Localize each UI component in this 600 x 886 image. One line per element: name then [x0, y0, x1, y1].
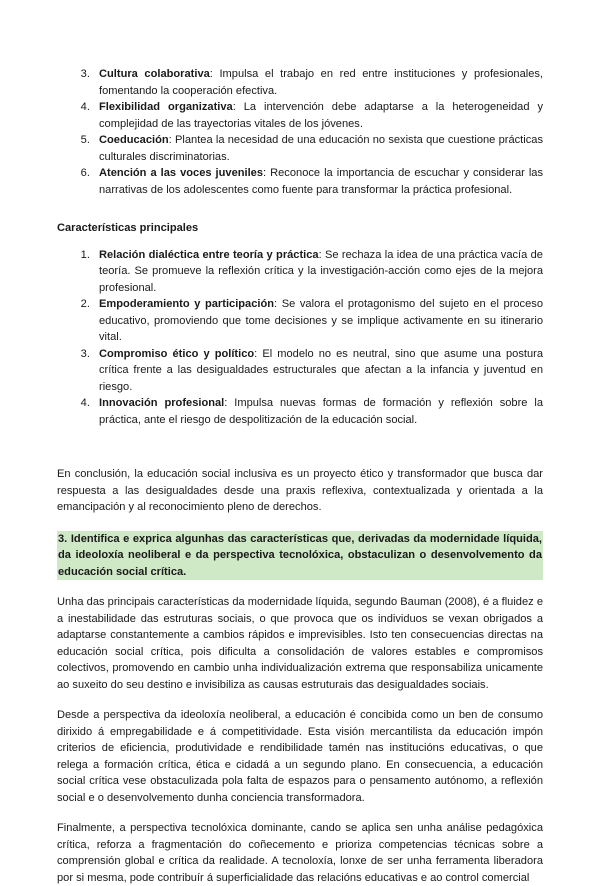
- section-heading: Características principales: [57, 222, 199, 234]
- conclusion-paragraph: En conclusión, la educación social inclusiva es un proyecto ético y transformador que busca dar respuesta a las desigualdades desde una praxis reflexiva, contextualizada y orientada a la emancipación y al reconocimiento pleno de derechos.: [57, 468, 543, 513]
- body-paragraph: Finalmente, a perspectiva tecnolóxica dominante, cando se aplica sen unha análise pedagóxica crítica, reforza a fragmentación do coñecemento e prioriza competencias técnicas sobre a comprensión global e crítica da realidade. A tecnoloxía, lonxe de ser unha ferramenta liberadora por si mesma, pode contribuír á superficialidade das relacións educativas e ao control comercial: [57, 822, 543, 884]
- list-item: [93, 165, 543, 198]
- item-text: : La intervención debe adaptarse a la heterogeneidad y complejidad de las trayectorias vitales de los jóvenes.: [99, 101, 543, 130]
- features-list: [57, 247, 543, 429]
- list-item: [93, 346, 543, 396]
- item-title: Compromiso ético y político: [99, 347, 255, 360]
- question-heading: 3. Identifica e exprica algunhas das características que, derivadas da modernidade líquida, da ideoloxía neoliberal e da perspectiva tecnolóxica, obstaculizan o desenvolvemento da educación social crítica.: [57, 531, 543, 581]
- item-text: : Plantea la necesidad de una educación no sexista que cuestione prácticas culturales discriminatorias.: [99, 134, 543, 163]
- list-item: [93, 99, 543, 132]
- list-item: [93, 66, 543, 99]
- item-text: : Se valora el protagonismo del sujeto en el proceso educativo, promoviendo que tome decisiones y se implique activamente en su itinerario vital.: [99, 298, 543, 343]
- item-title: Relación dialéctica entre teoría y práctica: [99, 248, 319, 261]
- item-title: Flexibilidad organizativa: [99, 101, 233, 113]
- item-title: Coeducación: [99, 134, 169, 146]
- item-text: : Se rechaza la idea de una práctica vacía de teoría. Se promueve la reflexión crítica y la investigación-acción como ejes de la mejora profesional.: [99, 248, 543, 294]
- item-text: : Impulsa nuevas formas de formación y reflexión sobre la práctica, ante el riesgo de despolitización de la educación social.: [99, 397, 543, 426]
- item-text: : Reconoce la importancia de escuchar y considerar las narrativas de los adolescentes como fuente para transformar la práctica profesional.: [99, 167, 543, 196]
- item-text: : El modelo no es neutral, sino que asume una postura crítica frente a las desigualdades estructurales que afectan a la infancia y juventud en riesgo.: [99, 347, 543, 393]
- item-title: Innovación profesional: [99, 397, 225, 409]
- list-item: [93, 247, 543, 297]
- item-title: Cultura colaborativa: [99, 68, 210, 80]
- item-text: : Impulsa el trabajo en red entre instituciones y profesionales, fomentando la cooperación efectiva.: [99, 68, 544, 97]
- body-paragraph: Desde a perspectiva da ideoloxía neoliberal, a educación é concibida como un ben de consumo dirixido á empregabilidade e á competitividade. Esta visión mercantilista da educación impón criterios de eficiencia, produtividade e rendibilidade tamén nas institucións educativas, o que relega a formación crítica, ética e cidadá a un segundo plano. En consecuencia, a educación social crítica vese obstaculizada pola falta de espazos para o pensamento autónomo, a reflexión social e o desenvolvemento dunha conciencia transformadora.: [57, 709, 543, 804]
- item-title: Atención a las voces juveniles: [99, 167, 264, 179]
- item-title: Empoderamiento y participación: [99, 298, 275, 310]
- body-paragraph: Unha das principais características da modernidade líquida, segundo Bauman (2008), é a fluidez e a inestabilidade das estruturas sociais, o que provoca que os individuos se vexan obrigados a adaptarse constantemente a cambios rápidos e imprevisibles. Isto ten consecuencias directas na educación social crítica, pois dificulta a consolidación de valores estables e compromisos colectivos, promovendo en cambio unha individualización extrema que responsabiliza unicamente ao suxeito do seu destino e invisibiliza as causas estruturais das desigualdades sociais.: [57, 596, 543, 691]
- principles-list: [57, 66, 543, 198]
- list-item: [93, 132, 543, 165]
- list-item: [93, 395, 543, 428]
- list-item: [93, 296, 543, 346]
